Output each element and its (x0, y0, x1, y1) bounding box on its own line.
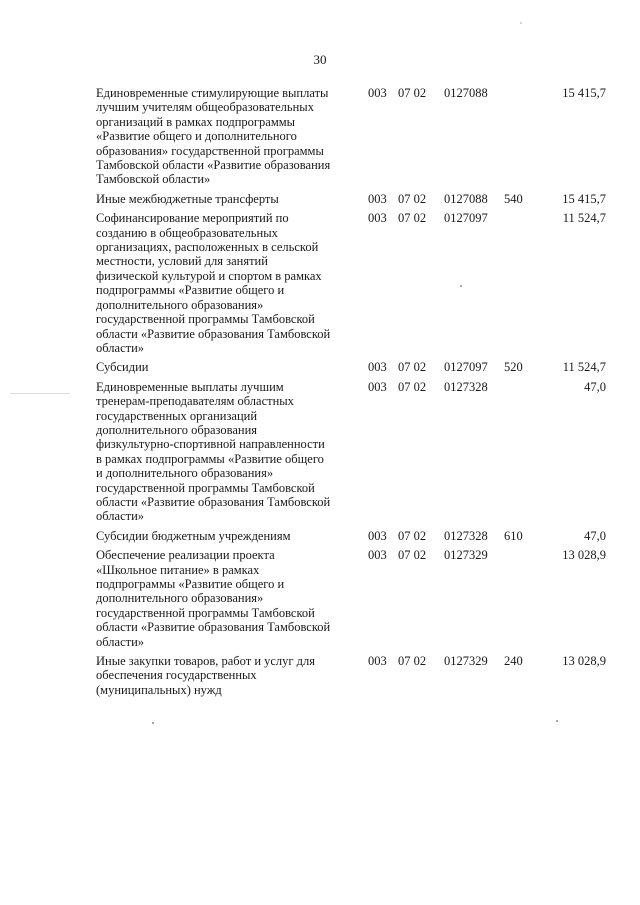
target-code: 0127088 (444, 86, 488, 100)
target-code: 0127328 (444, 528, 488, 543)
expense-type-code: 610 (504, 528, 523, 543)
amount: 13 028,9 (562, 654, 606, 669)
amount: 11 524,7 (562, 360, 606, 375)
table-row (96, 211, 606, 355)
section-code: 07 02 (398, 528, 427, 543)
table-row (96, 529, 606, 543)
admin-code: 003 (368, 191, 387, 206)
amount: 13 028,9 (562, 548, 606, 563)
admin-code: 003 (368, 86, 387, 100)
admin-code: 003 (368, 379, 387, 394)
table-row (96, 654, 606, 697)
target-code: 0127328 (444, 379, 488, 394)
section-code: 07 02 (398, 548, 427, 563)
target-code: 0127329 (444, 548, 488, 563)
amount: 11 524,7 (562, 211, 606, 226)
table-row (96, 548, 606, 649)
section-code: 07 02 (398, 379, 427, 394)
scan-dot (460, 285, 462, 287)
scan-dot (520, 22, 522, 24)
table-row (96, 86, 606, 187)
admin-code: 003 (368, 528, 387, 543)
expense-type-code: 240 (504, 654, 523, 669)
amount: 15 415,7 (562, 191, 606, 206)
target-code: 0127097 (444, 211, 488, 226)
expense-type-code: 520 (504, 360, 523, 375)
expense-type-code: 540 (504, 191, 523, 206)
amount: 47,0 (584, 528, 606, 543)
budget-table (96, 86, 606, 702)
section-code: 07 02 (398, 191, 427, 206)
row-description: Софинансирование мероприятий по созданию в общеобразовательных организациях, расположенных в сельской местности, условий для занятий физической культурой и спортом в рамках подпрограммы «Развитие общего и дополнительного образования» государственной программы Тамбовской области «Развитие образования Тамбовской области» (96, 211, 331, 355)
row-description: Единовременные выплаты лучшим тренерам-преподавателям областных государственных организаций дополнительного образования физкультурно-спортивной направленности в рамках подпрограммы «Развитие общего и дополнительного образования» государственной программы Тамбовской области «Развитие образования Тамбовской области» (96, 379, 331, 524)
scan-dot (152, 722, 154, 724)
section-code: 07 02 (398, 211, 427, 226)
row-description: Субсидии (96, 360, 149, 375)
table-row (96, 360, 606, 374)
amount: 47,0 (584, 379, 606, 394)
row-description: Единовременные стимулирующие выплаты лучшим учителям общеобразовательных организаций в рамках подпрограммы «Развитие общего и дополнительного образования» государственной программы Тамбовской области «Развитие образования Тамбовской области» (96, 86, 331, 187)
page-number: 30 (313, 52, 327, 67)
admin-code: 003 (368, 654, 387, 669)
section-code: 07 02 (398, 654, 427, 669)
target-code: 0127329 (444, 654, 488, 669)
target-code: 0127088 (444, 191, 488, 206)
admin-code: 003 (368, 360, 387, 375)
table-row (96, 192, 606, 206)
amount: 15 415,7 (562, 86, 606, 100)
row-description: Иные закупки товаров, работ и услуг для обеспечения государственных (муниципальных) нужд (96, 654, 316, 697)
table-row (96, 380, 606, 524)
section-code: 07 02 (398, 360, 427, 375)
row-description: Субсидии бюджетным учреждениям (96, 528, 291, 543)
admin-code: 003 (368, 211, 387, 226)
scan-mark (10, 393, 70, 394)
row-description: Обеспечение реализации проекта «Школьное питание» в рамках подпрограммы «Развитие общего и дополнительного образования» государственной программы Тамбовской области «Развитие образования Тамбовской области» (96, 548, 331, 649)
section-code: 07 02 (398, 86, 427, 100)
admin-code: 003 (368, 548, 387, 563)
target-code: 0127097 (444, 360, 488, 375)
scan-dot (556, 720, 558, 722)
row-description: Иные межбюджетные трансферты (96, 191, 279, 206)
